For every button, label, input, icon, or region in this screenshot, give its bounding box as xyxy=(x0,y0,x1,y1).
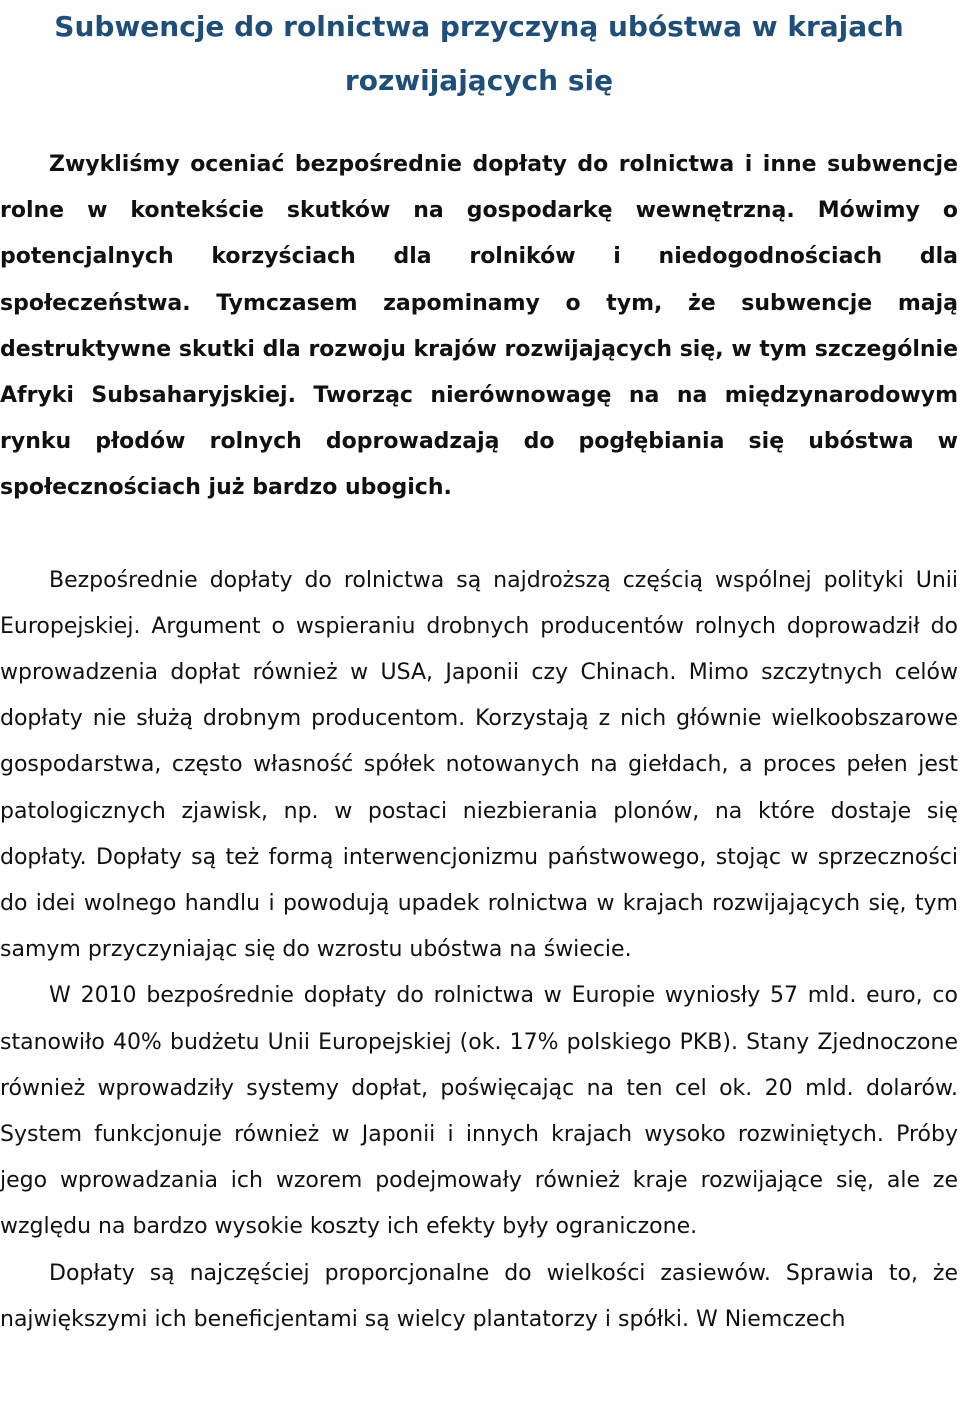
title-line-1: Subwencje do rolnictwa przyczyną ubóstwa w krajach xyxy=(54,10,904,43)
body-paragraph-2: W 2010 bezpośrednie dopłaty do rolnictwa w Europie wyniosły 57 mld. euro, co stanowiło 40% budżetu Unii Europejskiej (ok. 17% polskiego PKB). Stany Zjednoczone również wprowadziły systemy dopłat, poświęcając na ten cel ok. 20 mld. dolarów. System funkcjonuje również w Japonii i innych krajach wysoko rozwiniętych. Próby jego wprowadzania ich wzorem podejmowały również kraje rozwijające się, ale ze względu na bardzo wysokie koszty ich efekty były ograniczone. xyxy=(0,983,958,1240)
body-paragraph-3: Dopłaty są najczęściej proporcjonalne do wielkości zasiewów. Sprawia to, że największymi ich beneficjentami są wielcy plantatorzy i spółki. W Niemczech xyxy=(0,1260,958,1332)
lead-paragraph: Zwykliśmy oceniać bezpośrednie dopłaty do rolnictwa i inne subwencje rolne w kontekście skutków na gospodarkę wewnętrzną. Mówimy o potencjalnych korzyściach dla rolników i niedogodnościach dla społeczeństwa. Tymczasem zapominamy o tym, że subwencje mają destruktywne skutki dla rozwoju krajów rozwijających się, w tym szczególnie Afryki Subsaharyjskiej. Tworząc nierównowagę na na międzynarodowym rynku płodów rolnych doprowadzają do pogłębiania się ubóstwa w społecznościach już bardzo ubogich. xyxy=(0,152,958,501)
body-paragraph-1: Bezpośrednie dopłaty do rolnictwa są najdroższą częścią wspólnej polityki Unii Europejskiej. Argument o wspieraniu drobnych producentów rolnych doprowadził do wprowadzenia dopłat również w USA, Japonii czy Chinach. Mimo szczytnych celów dopłaty nie służą drobnym producentom. Korzystają z nich głównie wielkoobszarowe gospodarstwa, często własność spółek notowanych na giełdach, a proces pełen jest patologicznych zjawisk, np. w postaci niezbierania plonów, na które dostaje się dopłaty. Dopłaty są też formą interwencjonizmu państwowego, stojąc w sprzeczności do idei wolnego handlu i powodują upadek rolnictwa w krajach rozwijających się, tym samym przyczyniając się do wzrostu ubóstwa na świecie. xyxy=(0,567,958,963)
document-title xyxy=(0,0,958,108)
title-line-2: rozwijających się xyxy=(344,64,614,97)
